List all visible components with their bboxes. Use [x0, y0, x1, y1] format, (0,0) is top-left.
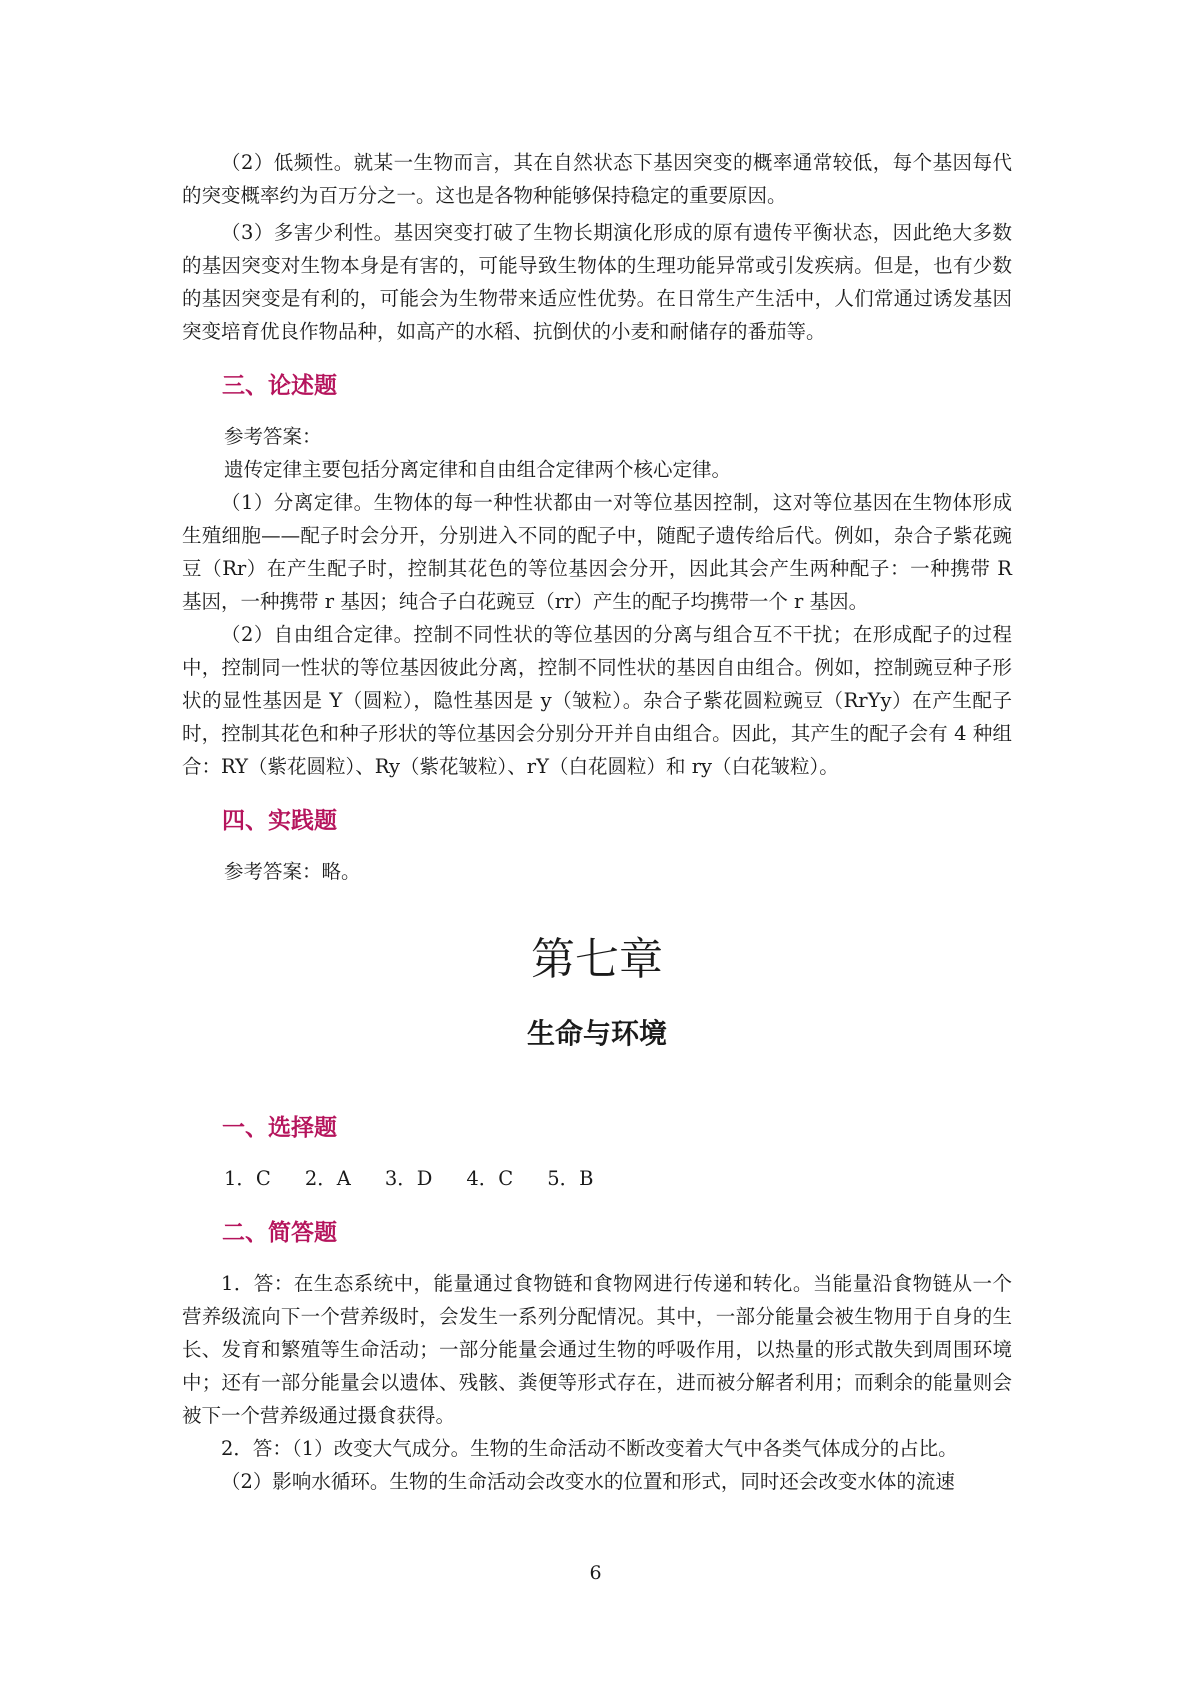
chapter-subtitle: 生命与环境 — [526, 1017, 667, 1050]
choice-answer: 5．B — [547, 1167, 594, 1190]
practice-answer: 参考答案：略。 — [224, 860, 361, 883]
essay-intro: 遗传定律主要包括分离定律和自由组合定律两个核心定律。 — [224, 458, 732, 481]
page-content — [182, 146, 1012, 1498]
essay-independent-assortment: （2）自由组合定律。控制不同性状的等位基因的分离与组合互不干扰；在形成配子的过程中，控制同一性状的等位基因彼此分离，控制不同性状的基因自由组合。例如，控制豌豆种子形状的显性基因是 Y（圆粒），隐性基因是 y（皱粒）。杂合子紫花圆粒豌豆（RrYy）在产生配子时，控制其花色和种子形状的等位基因会分别分开并自由组合。因此，其产生的配子会有 4 种组合：RY（紫花圆粒）、Ry（紫花皱粒）、rY（白花圆粒）和 ry（白花皱粒）。 — [182, 623, 1012, 778]
choice-answer: 4．C — [466, 1167, 514, 1190]
choice-answers — [182, 1162, 1012, 1195]
section-title-short-answer: 二、简答题 — [222, 1219, 337, 1246]
choice-answer: 1．C — [224, 1167, 271, 1190]
chapter-title: 第七章 — [531, 934, 663, 985]
section-title-choice: 一、选择题 — [222, 1114, 337, 1141]
choice-answer: 2．A — [304, 1167, 351, 1190]
short-answer-2-line2: （2）影响水循环。生物的生命活动会改变水的位置和形式，同时还会改变水体的流速 — [221, 1470, 955, 1493]
paragraph-mostly-harmful: （3）多害少利性。基因突变打破了生物长期演化形成的原有遗传平衡状态，因此绝大多数的基因突变对生物本身是有害的，可能导致生物体的生理功能异常或引发疾病。但是，也有少数的基因突变是有利的，可能会为生物带来适应性优势。在日常生产生活中，人们常通过诱发基因突变培育优良作物品种，如高产的水稻、抗倒伏的小麦和耐储存的番茄等。 — [182, 221, 1012, 343]
essay-segregation-law: （1）分离定律。生物体的每一种性状都由一对等位基因控制，这对等位基因在生物体形成生殖细胞——配子时会分开，分别进入不同的配子中，随配子遗传给后代。例如，杂合子紫花豌豆（Rr）在产生配子时，控制其花色的等位基因会分开，因此其会产生两种配子：一种携带 R 基因，一种携带 r 基因；纯合子白花豌豆（rr）产生的配子均携带一个 r 基因。 — [182, 491, 1012, 613]
section-title-practice: 四、实践题 — [222, 807, 337, 834]
reference-answer-label: 参考答案： — [224, 425, 322, 448]
short-answer-2-line1: 2．答：（1）改变大气成分。生物的生命活动不断改变着大气中各类气体成分的占比。 — [221, 1437, 958, 1460]
section-title-essay: 三、论述题 — [222, 372, 337, 399]
short-answer-1: 1．答：在生态系统中，能量通过食物链和食物网进行传递和转化。当能量沿食物链从一个营养级流向下一个营养级时，会发生一系列分配情况。其中，一部分能量会被生物用于自身的生长、发育和繁殖等生命活动；一部分能量会通过生物的呼吸作用，以热量的形式散失到周围环境中；还有一部分能量会以遗体、残骸、粪便等形式存在，进而被分解者利用；而剩余的能量则会被下一个营养级通过摄食获得。 — [182, 1272, 1012, 1427]
paragraph-low-frequency: （2）低频性。就某一生物而言，其在自然状态下基因突变的概率通常较低，每个基因每代的突变概率约为百万分之一。这也是各物种能够保持稳定的重要原因。 — [182, 151, 1012, 207]
page-number: 6 — [589, 1562, 602, 1584]
choice-answer: 3．D — [384, 1167, 433, 1190]
